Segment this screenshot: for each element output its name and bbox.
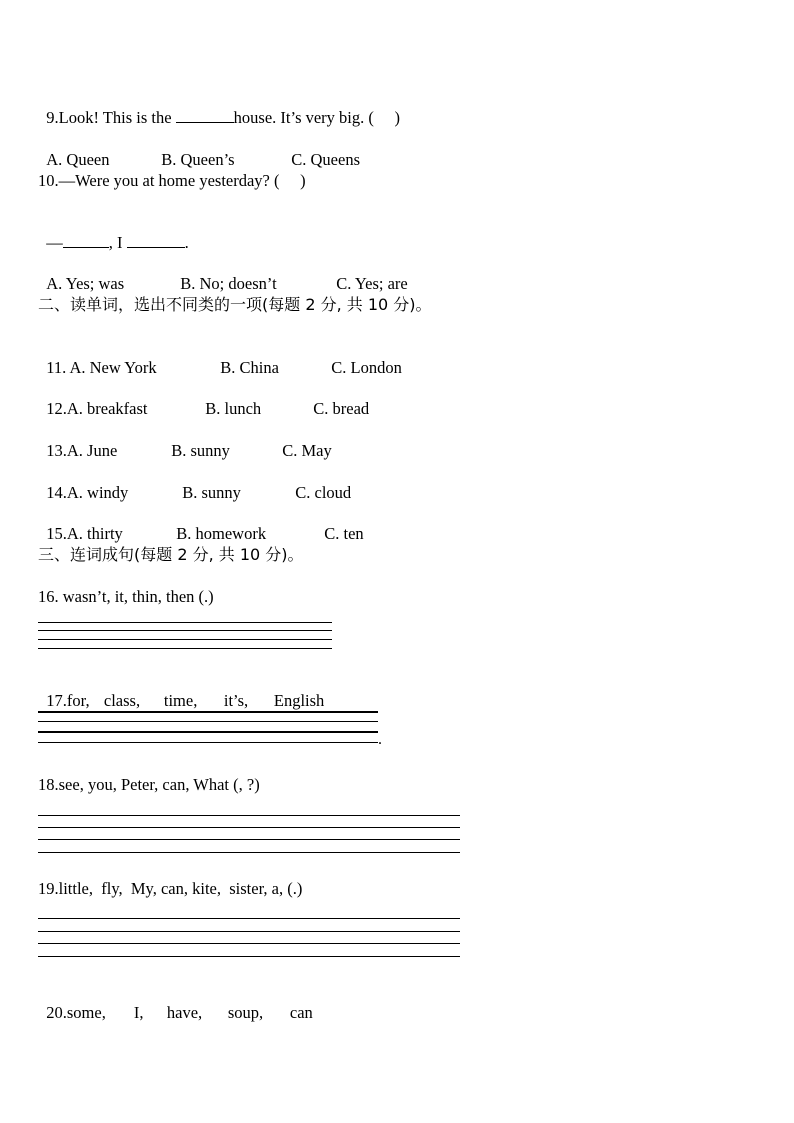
word: have, xyxy=(166,1003,203,1022)
question-11 xyxy=(38,338,402,378)
separator: , I xyxy=(108,233,127,252)
writing-line xyxy=(38,839,460,840)
word: soup, xyxy=(227,1003,264,1022)
option-a: A. Yes; was xyxy=(46,274,125,293)
writing-line xyxy=(38,943,460,944)
writing-line xyxy=(38,639,332,640)
word: for, xyxy=(66,691,90,710)
writing-line xyxy=(38,852,460,853)
question-10-options xyxy=(38,254,408,294)
writing-line xyxy=(38,711,378,713)
question-17 xyxy=(38,671,324,711)
option-b: B. sunny xyxy=(182,483,241,502)
option-b: B. homework xyxy=(176,524,267,543)
word: time, xyxy=(163,691,198,710)
writing-line xyxy=(38,827,460,828)
option-b: B. sunny xyxy=(171,441,230,460)
question-18: 18.see, you, Peter, can, What (, ?) xyxy=(38,775,260,794)
question-15 xyxy=(38,504,364,544)
period: . xyxy=(378,731,382,748)
option-a: 11. A. New York xyxy=(46,358,157,377)
option-c: C. bread xyxy=(313,399,370,418)
period: . xyxy=(184,233,189,252)
option-b: B. lunch xyxy=(205,399,262,418)
option-a: 12.A. breakfast xyxy=(46,399,148,418)
answer-blank xyxy=(176,108,234,123)
question-16: 16. wasn’t, it, thin, then (.) xyxy=(38,587,214,606)
option-b: B. Queen’s xyxy=(161,150,235,169)
option-a: 13.A. June xyxy=(46,441,118,460)
option-c: C. Queens xyxy=(291,150,360,169)
question-number: 20. xyxy=(46,1003,67,1022)
word: some, xyxy=(66,1003,106,1022)
question-10: 10.—Were you at home yesterday? ( ) xyxy=(38,171,306,190)
option-c: C. May xyxy=(282,441,332,460)
word: class, xyxy=(103,691,141,710)
question-9-prefix: 9.Look! This is the xyxy=(46,108,176,127)
question-19: 19.little, fly, My, can, kite, sister, a, (.) xyxy=(38,879,303,898)
word: it’s, xyxy=(223,691,249,710)
section-2-heading: 二、读单词，选出不同类的一项(每题 2 分, 共 10 分)。 xyxy=(38,295,432,314)
word: I, xyxy=(133,1003,144,1022)
question-9-suffix: house. It’s very big. ( ) xyxy=(233,108,401,127)
question-14 xyxy=(38,463,351,503)
writing-line xyxy=(38,742,378,743)
option-c: C. Yes; are xyxy=(336,274,408,293)
question-12 xyxy=(38,379,369,419)
question-13 xyxy=(38,421,332,461)
question-9-options xyxy=(38,130,360,170)
writing-line xyxy=(38,622,332,623)
writing-line xyxy=(38,956,460,957)
option-b: B. China xyxy=(220,358,279,377)
option-a: A. Queen xyxy=(46,150,110,169)
question-9 xyxy=(38,88,400,128)
word: English xyxy=(273,691,325,710)
writing-line xyxy=(38,931,460,932)
answer-blank xyxy=(63,233,109,248)
writing-line xyxy=(38,721,378,722)
option-a: 15.A. thirty xyxy=(46,524,123,543)
question-number: 17. xyxy=(46,691,67,710)
word: can xyxy=(289,1003,313,1022)
writing-line xyxy=(38,648,332,649)
option-c: C. ten xyxy=(324,524,364,543)
answer-blank xyxy=(127,233,185,248)
section-3-heading: 三、连词成句(每题 2 分, 共 10 分)。 xyxy=(38,545,304,564)
writing-line xyxy=(38,731,378,733)
writing-line xyxy=(38,815,460,816)
option-a: 14.A. windy xyxy=(46,483,129,502)
option-c: C. London xyxy=(331,358,402,377)
option-b: B. No; doesn’t xyxy=(180,274,277,293)
writing-line xyxy=(38,918,460,919)
question-20 xyxy=(38,983,313,1023)
dash: — xyxy=(46,233,63,252)
option-c: C. cloud xyxy=(295,483,352,502)
writing-line xyxy=(38,630,332,631)
question-10-answer-line xyxy=(38,213,189,253)
